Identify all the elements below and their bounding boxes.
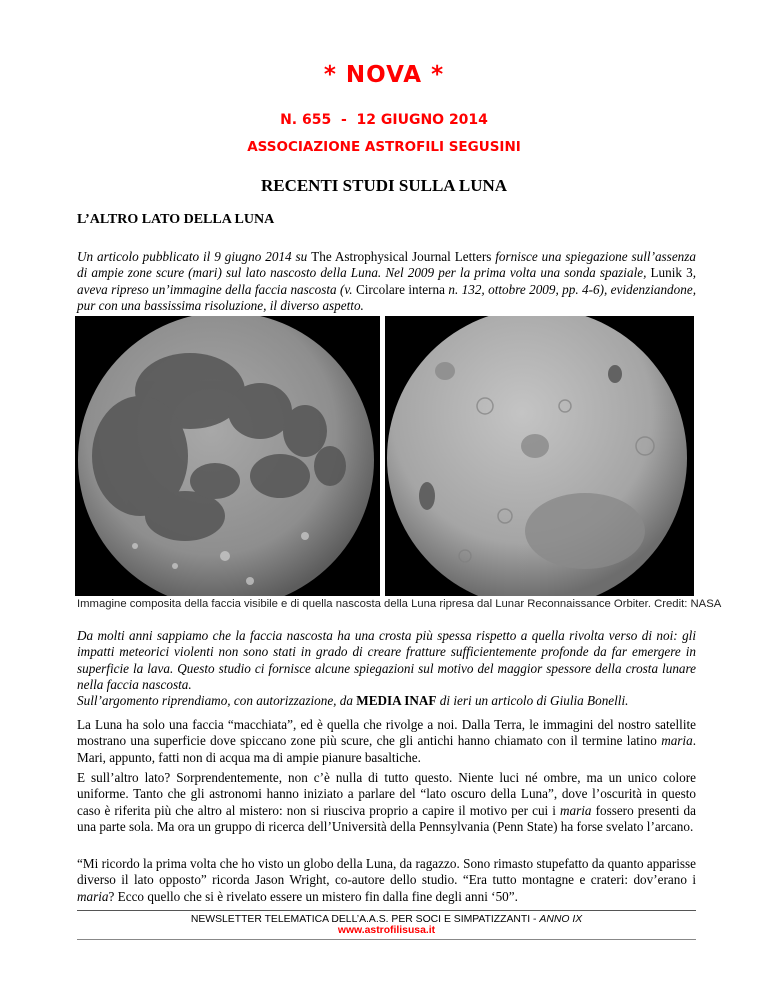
circular-reference: Circolare interna — [355, 281, 445, 297]
article-title: RECENTI STUDI SULLA LUNA — [260, 176, 508, 195]
page-footer — [77, 910, 696, 936]
issue-number-date: N. 655 - 12 GIUGNO 2014 — [280, 112, 488, 128]
footer-website-link[interactable]: www.astrofilisusa.it — [337, 925, 436, 936]
footer-divider — [77, 939, 696, 940]
moon-far-side-image — [385, 316, 694, 596]
image-caption: Immagine composita della faccia visibile e di quella nascosta della Luna ripresa dal Lunar Reconnaissance Orbiter. Credit: NASA — [77, 598, 722, 610]
source-name: MEDIA INAF — [356, 693, 437, 709]
footer-newsletter-line: NEWSLETTER TELEMATICA DELL’A.A.S. PER SOCI E SIMPATIZZANTI - ANNO IX — [190, 914, 583, 925]
association-name: ASSOCIAZIONE ASTROFILI SEGUSINI — [247, 139, 521, 155]
article-subtitle: L’ALTRO LATO DELLA LUNA — [77, 212, 275, 227]
moon-near-side-image — [75, 316, 380, 596]
body-paragraph-2: E sull’altro lato? Sorprendentemente, non c’è nulla di tutto questo. Niente luci né ombre, ma un unico colore uniforme. Tanto che gli astronomi hanno iniziato a parlare del “lato oscuro della Luna”, dove l’oscurità in questo caso è riferita più che altro al mistero: non si riusciva proprio a capire il motivo per cui i maria fossero presenti da una parte sola. Ma ora un gruppo di ricerca dell’Università della Pennsylvania (Penn State) ha forse svelato l’arcano. — [77, 770, 696, 834]
body-paragraph-1: La Luna ha solo una faccia “macchiata”, ed è quella che rivolge a noi. Dalla Terra, le immagini del nostro satellite mostrano una superficie dove spiccano zone più scure, che gli antichi hanno chiamato con il termine latino maria. Mari, appunto, fatti non di acqua ma di ampie pianure basaltiche. — [77, 717, 696, 765]
newsletter-name: * NOVA * — [323, 62, 445, 88]
journal-name: The Astrophysical Journal Letters — [311, 249, 492, 264]
intro-paragraph: Un articolo pubblicato il 9 giugno 2014 su The Astrophysical Journal Letters fornisce una spiegazione sull’assenza di ampie zone scure (mari) sul lato nascosto della Luna. Nel 2009 per la prima volta una sonda spaziale, Lunik 3, aveva ripreso un’immagine della faccia nascosta (v. Circolare interna n. 132, ottobre 2009, pp. 4-6), evidenziandone, pur con una bassissima risoluzione, il diverso aspetto. — [77, 249, 696, 313]
probe-name: Lunik 3 — [650, 265, 693, 281]
summary-paragraph: Da molti anni sappiamo che la faccia nascosta ha una crosta più spessa rispetto a quella rivolta verso di noi: gli impatti meteorici violenti non sono stati in grado di creare fratture sufficientemente profonde da far emergere in superficie la lava. Questo studio ci fornisce alcune spiegazioni sul motivo del maggior spessore della crosta lunare nella faccia nascosta. Sull’argomento riprendiamo, con autorizzazione, da MEDIA INAF di ieri un articolo di Giulia Bonelli. — [77, 628, 696, 709]
body-paragraph-3: “Mi ricordo la prima volta che ho visto un globo della Luna, da ragazzo. Sono rimasto stupefatto da quanto apparisse diverso il lato opposto” ricorda Jason Wright, co-autore dello studio. “Era tutto montagne e crateri: dov’erano i maria? Ecco quello che si è rivelato essere un mistero fin dalla fine degli anni ‘50”. — [77, 856, 696, 904]
moon-composite-image — [75, 316, 694, 596]
